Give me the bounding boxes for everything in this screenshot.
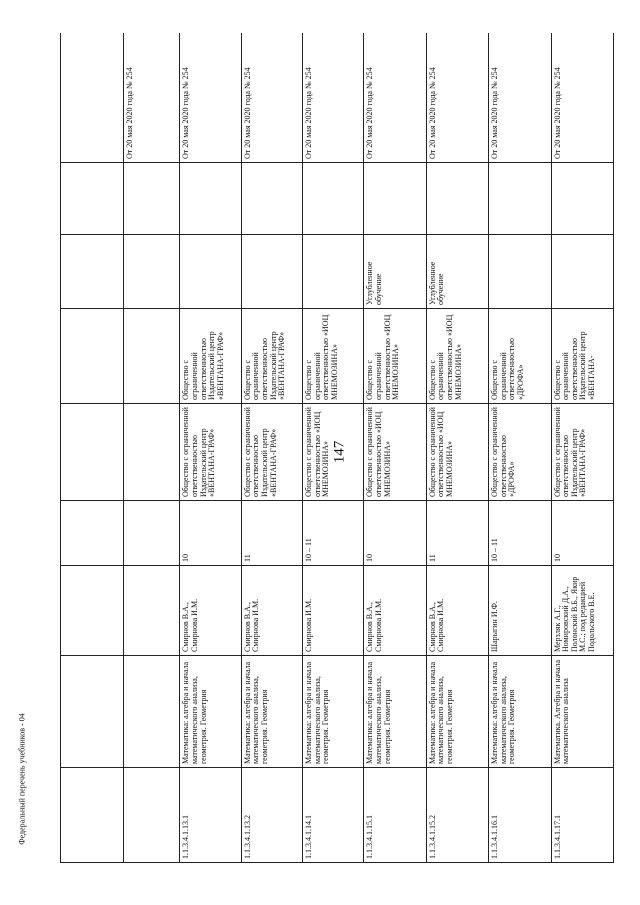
row-order: От 20 мая 2020 года № 254 [124, 33, 180, 163]
row-code: 1.1.3.4.1.13.1 [180, 768, 241, 863]
row-owner [124, 309, 180, 404]
row-grade: 10 [180, 501, 241, 566]
table-row [551, 33, 613, 863]
row-code: 1.1.3.4.1.17.1 [551, 768, 613, 863]
row-publisher: Общество с ограниченной ответственностью Издательский центр «ВЕНТАНА-ГРАФ» [551, 404, 613, 501]
row-subject: Математика: алгебра и начала математического анализа, геометрия. Геометрия [303, 656, 364, 768]
row-grade [61, 501, 124, 566]
row-order [61, 33, 124, 163]
row-subject: Математика: алгебра и начала математического анализа, геометрия. Геометрия [426, 656, 488, 768]
row-owner [61, 309, 124, 404]
row-grade [124, 501, 180, 566]
row-level [180, 235, 241, 309]
table-row [61, 33, 124, 863]
row-publisher: Общество с ограниченной ответственностью «ИОЦ МНЕМОЗИНА» [426, 404, 488, 501]
table-row [303, 33, 364, 863]
row-authors: Смирнов В.А., Смирнова И.М. [364, 566, 426, 656]
row-publisher: Общество с ограниченной ответственностью Издательский центр «ВЕНТАНА-ГРАФ» [180, 404, 241, 501]
row-owner: Общество с ограниченной ответственностью Издательский центр «ВЕНТАНА-ГРАФ» [241, 309, 302, 404]
row-extra [180, 163, 241, 235]
row-code: 1.1.3.4.1.15.2 [426, 768, 488, 863]
table-row [124, 33, 180, 863]
table-row [180, 33, 241, 863]
row-code: 1.1.3.4.1.15.1 [364, 768, 426, 863]
table-row [426, 33, 488, 863]
row-code: 1.1.3.4.1.14.1 [303, 768, 364, 863]
row-order: От 20 мая 2020 года № 254 [426, 33, 488, 163]
row-subject: Математика: алгебра и начала математического анализа, геометрия. Геометрия [489, 656, 551, 768]
row-grade: 10 – 11 [303, 501, 364, 566]
row-order: От 20 мая 2020 года № 254 [180, 33, 241, 163]
row-grade: 11 [241, 501, 302, 566]
row-level: Углубленное обучение [426, 235, 488, 309]
row-publisher [124, 404, 180, 501]
row-owner: Общество с ограниченной ответственностью Издательский центр «ВЕНТАНА- [551, 309, 613, 404]
row-grade: 10 [551, 501, 613, 566]
row-publisher: Общество с ограниченной ответственностью «ДРОФА» [489, 404, 551, 501]
row-subject: Математика. Алгебра и начала математического анализа [551, 656, 613, 768]
row-owner: Общество с ограниченной ответственностью «ДРОФА» [489, 309, 551, 404]
textbook-list-table [60, 33, 614, 863]
row-owner: Общество с ограниченной ответственностью Издательский центр «ВЕНТАНА-ГРАФ» [180, 309, 241, 404]
row-code [61, 768, 124, 863]
row-authors: Шарыгин И.Ф. [489, 566, 551, 656]
row-authors [61, 566, 124, 656]
row-authors [124, 566, 180, 656]
row-order: От 20 мая 2020 года № 254 [489, 33, 551, 163]
row-level: Углубленное обучение [364, 235, 426, 309]
row-publisher: Общество с ограниченной ответственностью «ИОЦ МНЕМОЗИНА» [364, 404, 426, 501]
table-row [364, 33, 426, 863]
row-extra [303, 163, 364, 235]
table-container [60, 33, 614, 863]
row-authors: Смирнов В.А., Смирнова И.М. [426, 566, 488, 656]
row-order: От 20 мая 2020 года № 254 [364, 33, 426, 163]
row-level [124, 235, 180, 309]
table-row [241, 33, 302, 863]
row-authors: Смирнов В.А., Смирнова И.М. [180, 566, 241, 656]
row-extra [551, 163, 613, 235]
row-grade: 10 – 11 [489, 501, 551, 566]
rotated-table [60, 33, 614, 863]
row-code: 1.1.3.4.1.16.1 [489, 768, 551, 863]
row-code: 1.1.3.4.1.13.2 [241, 768, 302, 863]
row-level [303, 235, 364, 309]
row-extra [364, 163, 426, 235]
row-level [61, 235, 124, 309]
row-grade: 11 [426, 501, 488, 566]
row-publisher: Общество с ограниченной ответственностью «ИОЦ МНЕМОЗИНА» [303, 404, 364, 501]
row-extra [426, 163, 488, 235]
row-authors: Мерзляк А.Г., Номировский Д.А., Полонский В.Б., Якир М.С.; под редакцией Подольского В.Е. [551, 566, 613, 656]
row-order: От 20 мая 2020 года № 254 [551, 33, 613, 163]
row-extra [124, 163, 180, 235]
row-subject: Математика: алгебра и начала математического анализа, геометрия. Геометрия [364, 656, 426, 768]
row-subject [124, 656, 180, 768]
row-owner: Общество с ограниченной ответственностью «ИОЦ МНЕМОЗИНА» [426, 309, 488, 404]
footer-text: Федеральный перечень учебников - 04 [17, 713, 27, 845]
row-level [489, 235, 551, 309]
row-extra [489, 163, 551, 235]
row-subject: Математика: алгебра и начала математического анализа, геометрия. Геометрия [180, 656, 241, 768]
row-authors: Смирнова И.М. [303, 566, 364, 656]
row-owner: Общество с ограниченной ответственностью «ИОЦ МНЕМОЗИНА» [364, 309, 426, 404]
table-row [489, 33, 551, 863]
row-grade: 10 [364, 501, 426, 566]
row-authors: Смирнов В.А., Смирнова И.М. [241, 566, 302, 656]
row-subject [61, 656, 124, 768]
row-owner: Общество с ограниченной ответственностью «ИОЦ МНЕМОЗИНА» [303, 309, 364, 404]
row-order: От 20 мая 2020 года № 254 [303, 33, 364, 163]
row-publisher: Общество с ограниченной ответственностью Издательский центр «ВЕНТАНА-ГРАФ» [241, 404, 302, 501]
page-number: 147 [331, 440, 348, 464]
row-code [124, 768, 180, 863]
row-level [551, 235, 613, 309]
row-publisher [61, 404, 124, 501]
row-order: От 20 мая 2020 года № 254 [241, 33, 302, 163]
row-extra [241, 163, 302, 235]
row-extra [61, 163, 124, 235]
row-level [241, 235, 302, 309]
row-subject: Математика: алгебра и начала математического анализа, геометрия. Геометрия [241, 656, 302, 768]
